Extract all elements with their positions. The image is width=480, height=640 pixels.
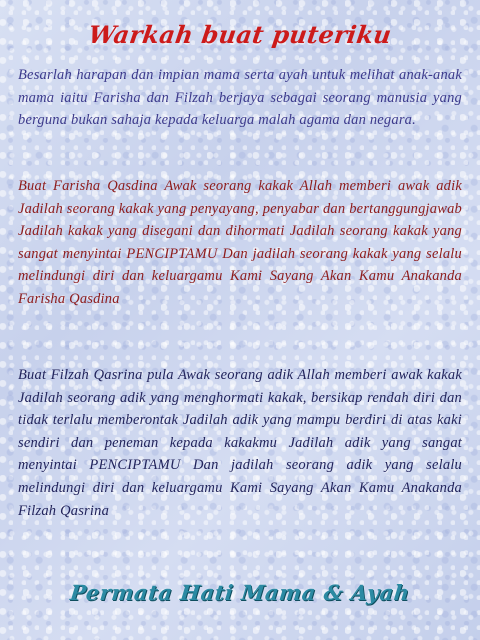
filzah-paragraph: Buat Filzah Qasrina pula Awak seorang adik Allah memberi awak kakak Jadilah seorang adik yang menghormati kakak, bersikap rendah diri dan tidak terlalu memberontak Jadilah adik yang mampu berdiri di atas kaki sendiri dan peneman kepada kakakmu Jadilah adik yang sangat menyintai PENCIPTAMU Dan jadilah seorang adik yang selalu melindungi diri dan keluargamu Kami Sayang Akan Kamu Anakanda Filzah Qasrina <box>18 367 462 519</box>
signature-footer: Permata Hati Mama & Ayah <box>69 580 411 605</box>
letter-title: Warkah buat puteriku <box>86 20 394 49</box>
intro-paragraph: Besarlah harapan dan impian mama serta ayah untuk melihat anak-anak mama iaitu Farisha dan Filzah berjaya sebagai seorang manusia yang berguna bukan sahaja kepada keluarga malah agama dan negara. <box>18 67 462 129</box>
farisha-paragraph: Buat Farisha Qasdina Awak seorang kakak Allah memberi awak adik Jadilah seorang kakak yang penyayang, penyabar dan bertanggungjawab Jadilah kakak yang disegani dan dihormati Jadilah seorang kakak yang sangat menyintai PENCIPTAMU Dan jadilah seorang kakak yang selalu melindungi diri dan keluargamu Kami Sayang Akan Kamu Anakanda Farisha Qasdina <box>18 178 462 307</box>
